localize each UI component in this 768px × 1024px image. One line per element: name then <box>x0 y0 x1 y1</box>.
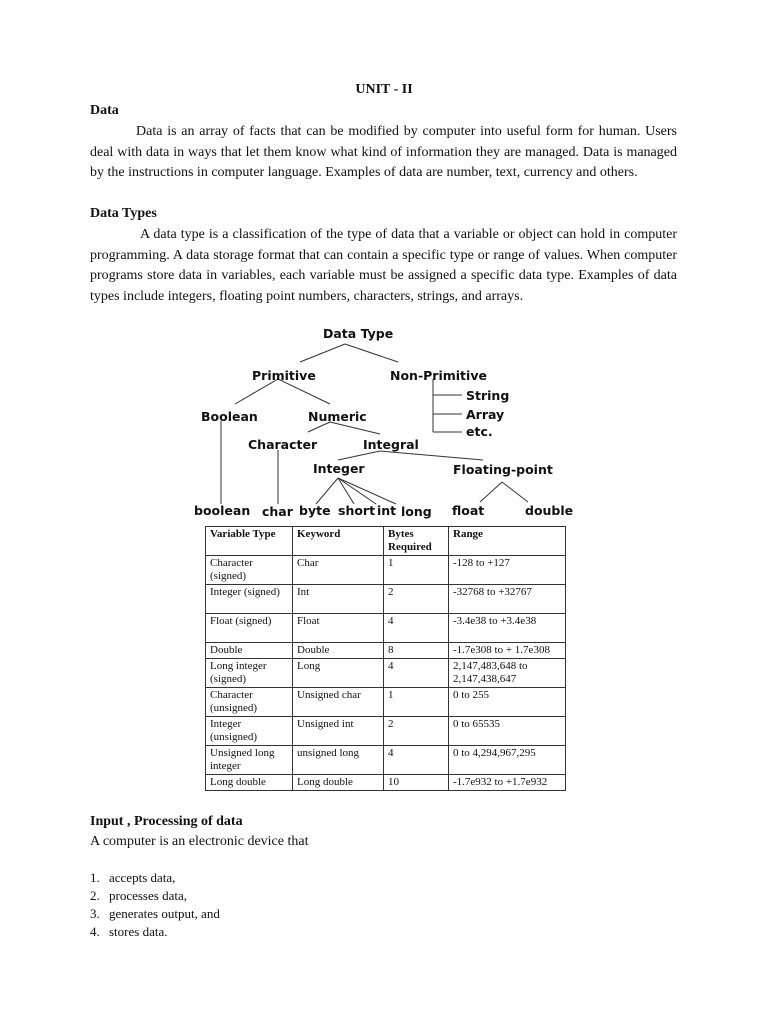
table-cell: 4 <box>384 746 449 775</box>
table-row <box>206 717 566 746</box>
table-cell: -32768 to +32767 <box>449 585 566 614</box>
data-types-heading: Data Types <box>90 206 157 221</box>
leaf-char: char <box>262 504 293 519</box>
node-integral: Integral <box>363 437 419 452</box>
list-item <box>90 905 220 923</box>
node-numeric: Numeric <box>308 409 367 424</box>
table-cell: Unsigned int <box>293 717 384 746</box>
leaf-double: double <box>525 503 574 518</box>
list-text: accepts data, <box>109 870 176 885</box>
table-cell: Unsigned long integer <box>206 746 293 775</box>
list-number: 3. <box>90 906 100 921</box>
data-paragraph-text: Data is an array of facts that can be modified by computer into useful form for human. Users deal with data in ways that let them know what kind of information they are managed. Data is managed by the instructions in computer language. Examples of data are number, text, currency and others. <box>90 124 677 181</box>
leaf-int: int <box>377 503 397 518</box>
table-row <box>206 775 566 791</box>
list-text: generates output, and <box>109 906 220 921</box>
table-cell: 4 <box>384 659 449 688</box>
node-array: Array <box>466 407 505 422</box>
table-cell: -1.7e932 to +1.7e932 <box>449 775 566 791</box>
list-item <box>90 923 220 941</box>
table-header-cell: Bytes Required <box>384 527 449 556</box>
table-cell: -1.7e308 to + 1.7e308 <box>449 643 566 659</box>
table-cell: 1 <box>384 556 449 585</box>
table-row <box>206 659 566 688</box>
list-item <box>90 887 220 905</box>
list-text: processes data, <box>109 888 187 903</box>
node-character: Character <box>248 437 318 452</box>
list-text: stores data. <box>109 924 168 939</box>
table-cell: -128 to +127 <box>449 556 566 585</box>
table-cell: Float (signed) <box>206 614 293 643</box>
node-integer: Integer <box>313 461 365 476</box>
node-non-primitive: Non-Primitive <box>390 368 487 383</box>
table-cell: Integer (unsigned) <box>206 717 293 746</box>
table-cell: 2,147,483,648 to 2,147,438,647 <box>449 659 566 688</box>
table-cell: Long double <box>206 775 293 791</box>
table-cell: Long <box>293 659 384 688</box>
table-row <box>206 556 566 585</box>
table-row <box>206 643 566 659</box>
table-cell: Double <box>206 643 293 659</box>
computer-intro-text: A computer is an electronic device that <box>90 834 309 849</box>
node-floating-point: Floating-point <box>453 462 553 477</box>
table-row <box>206 614 566 643</box>
table-cell: unsigned long <box>293 746 384 775</box>
node-data-type: Data Type <box>323 326 394 341</box>
node-primitive: Primitive <box>252 368 316 383</box>
table-cell: Long double <box>293 775 384 791</box>
table-cell: Int <box>293 585 384 614</box>
table-cell: Char <box>293 556 384 585</box>
leaf-short: short <box>338 503 376 518</box>
table-header-cell: Range <box>449 527 566 556</box>
data-heading: Data <box>90 103 119 118</box>
table-header-row <box>206 527 566 556</box>
table-cell: 10 <box>384 775 449 791</box>
table-cell: 2 <box>384 717 449 746</box>
leaf-long: long <box>401 504 432 519</box>
table-row <box>206 746 566 775</box>
data-type-table <box>205 526 566 791</box>
data-paragraph <box>90 122 677 184</box>
list-item <box>90 869 220 887</box>
table-cell: Unsigned char <box>293 688 384 717</box>
table-cell: 0 to 255 <box>449 688 566 717</box>
input-processing-heading: Input , Processing of data <box>90 814 243 829</box>
table-cell: Character (unsigned) <box>206 688 293 717</box>
table-row <box>206 585 566 614</box>
leaf-float: float <box>452 503 485 518</box>
data-type-tree-diagram <box>190 322 590 522</box>
table-cell: -3.4e38 to +3.4e38 <box>449 614 566 643</box>
leaf-byte: byte <box>299 503 331 518</box>
table-cell: Character (signed) <box>206 556 293 585</box>
table-cell: Integer (signed) <box>206 585 293 614</box>
table-cell: Double <box>293 643 384 659</box>
table-row <box>206 688 566 717</box>
table-cell: Float <box>293 614 384 643</box>
table-cell: 2 <box>384 585 449 614</box>
data-types-paragraph <box>90 225 677 307</box>
leaf-boolean: boolean <box>194 503 251 518</box>
table-header-cell: Keyword <box>293 527 384 556</box>
unit-title: UNIT - II <box>355 82 413 97</box>
node-etc: etc. <box>466 424 493 439</box>
table-cell: Long integer (signed) <box>206 659 293 688</box>
node-boolean-category: Boolean <box>201 409 258 424</box>
list-number: 2. <box>90 888 100 903</box>
table-cell: 0 to 4,294,967,295 <box>449 746 566 775</box>
table-cell: 8 <box>384 643 449 659</box>
data-types-paragraph-text: A data type is a classification of the type of data that a variable or object can hold in computer programming. A data storage format that can contain a specific type or range of values. When computer programs store data in variables, each variable must be assigned a specific data type. Examples of data types include integers, floating point numbers, characters, strings, and arrays. <box>90 227 677 304</box>
list-number: 1. <box>90 870 100 885</box>
node-string: String <box>466 388 510 403</box>
table-header-cell: Variable Type <box>206 527 293 556</box>
table-cell: 4 <box>384 614 449 643</box>
computer-functions-list <box>90 869 220 941</box>
list-number: 4. <box>90 924 100 939</box>
table-cell: 0 to 65535 <box>449 717 566 746</box>
table-cell: 1 <box>384 688 449 717</box>
